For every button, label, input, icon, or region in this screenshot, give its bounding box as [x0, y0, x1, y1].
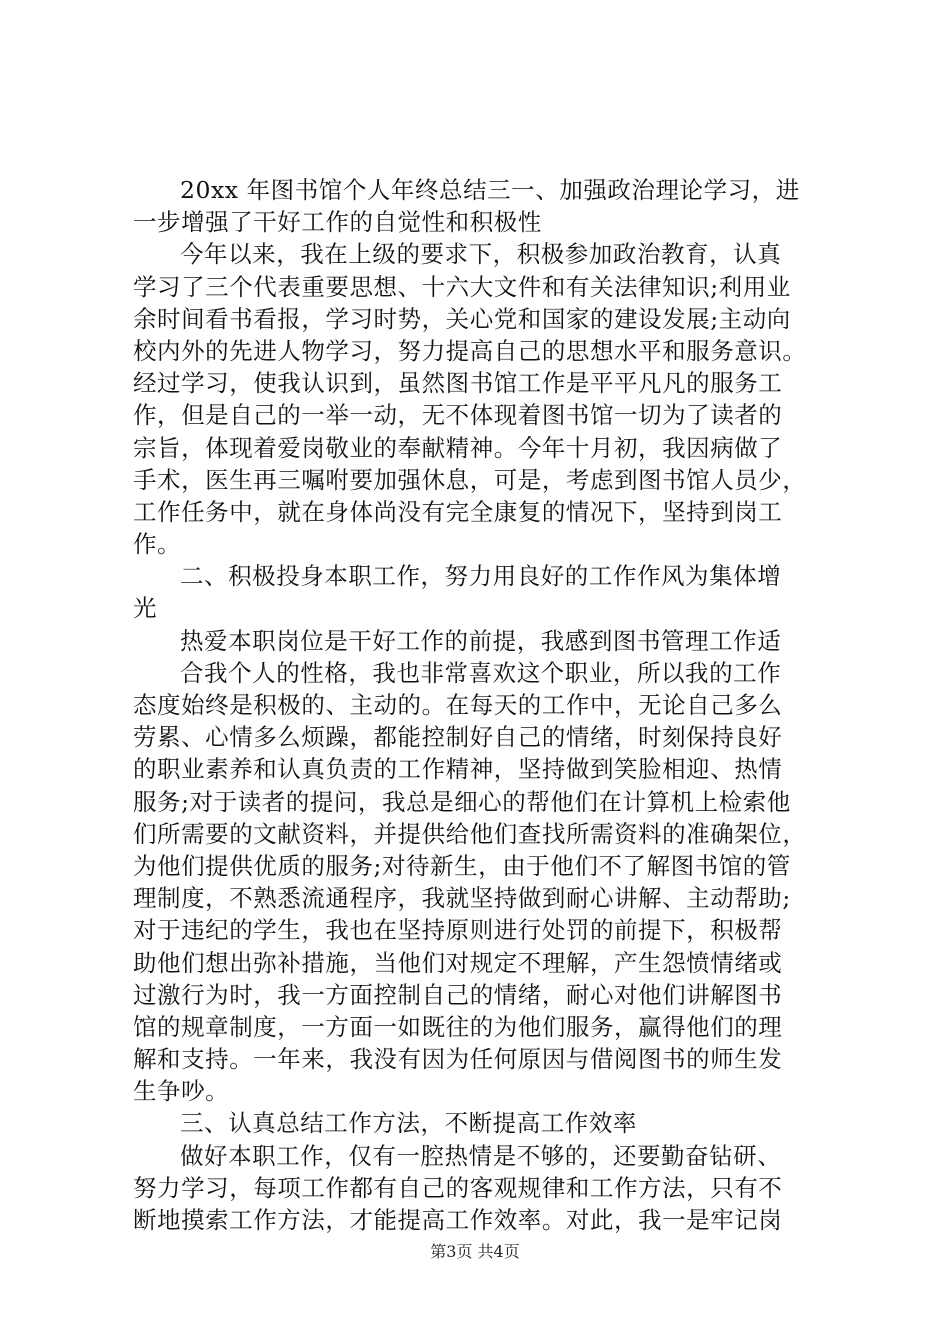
- text-line: 助他们想出弥补措施，当他们对规定不理解，产生怨愤情绪或: [133, 948, 783, 977]
- text-line: 态度始终是积极的、主动的。在每天的工作中，无论自己多么: [133, 691, 783, 719]
- text-line: 学习了三个代表重要思想、十六大文件和有关法律知识;利用业: [133, 272, 791, 301]
- text-line: 的职业素养和认真负责的工作精神，坚持做到笑脸相迎、热情: [133, 755, 783, 784]
- text-line: 做好本职工作，仅有一腔热情是不够的，还要勤奋钻研、: [180, 1141, 782, 1170]
- text-line: 理制度，不熟悉流通程序，我就坚持做到耐心讲解、主动帮助;: [133, 884, 791, 913]
- text-line: 生争吵。: [133, 1077, 230, 1106]
- text-line: 合我个人的性格，我也非常喜欢这个职业，所以我的工作: [180, 658, 782, 687]
- text-line: 对于违纪的学生，我也在坚持原则进行处罚的前提下，积极帮: [133, 916, 783, 945]
- text-line: 热爱本职岗位是干好工作的前提，我感到图书管理工作适: [180, 626, 782, 655]
- text-line: 20xx 年图书馆个人年终总结三一、加强政治理论学习，进: [180, 176, 800, 204]
- text-line: 工作任务中，就在身体尚没有完全康复的情况下，坚持到岗工: [133, 497, 783, 526]
- text-line: 劳累、心情多么烦躁，都能控制好自己的情绪，时刻保持良好: [133, 723, 783, 752]
- text-line: 光: [133, 594, 158, 623]
- text-line: 校内外的先进人物学习，努力提高自己的思想水平和服务意识。: [133, 336, 807, 365]
- text-line: 宗旨，体现着爱岗敬业的奉献精神。今年十月初，我因病做了: [133, 433, 783, 462]
- text-line: 作，但是自己的一举一动，无不体现着图书馆一切为了读者的: [133, 401, 783, 430]
- text-line: 解和支持。一年来，我没有因为任何原因与借阅图书的师生发: [133, 1045, 783, 1074]
- text-line: 努力学习，每项工作都有自己的客观规律和工作方法，只有不: [133, 1173, 783, 1202]
- text-line: 过激行为时，我一方面控制自己的情绪，耐心对他们讲解图书: [133, 980, 783, 1009]
- text-line: 二、积极投身本职工作，努力用良好的工作作风为集体增: [180, 562, 782, 591]
- text-line: 作。: [133, 530, 182, 559]
- text-line: 断地摸索工作方法，才能提高工作效率。对此，我一是牢记岗: [133, 1206, 783, 1234]
- page-number-footer: 第3页 共4页: [430, 1242, 520, 1261]
- text-line: 们所需要的文献资料，并提供给他们查找所需资料的准确架位，: [133, 819, 807, 848]
- text-line: 服务;对于读者的提问，我总是细心的帮他们在计算机上检索他: [133, 787, 791, 816]
- text-line: 三、认真总结工作方法，不断提高工作效率: [180, 1109, 637, 1138]
- text-line: 一步增强了干好工作的自觉性和积极性: [133, 208, 542, 237]
- text-line: 为他们提供优质的服务;对待新生，由于他们不了解图书馆的管: [133, 851, 791, 880]
- document-body: [133, 174, 833, 1236]
- text-line: 余时间看书看报，学习时势，关心党和国家的建设发展;主动向: [133, 304, 791, 333]
- text-line: 今年以来，我在上级的要求下，积极参加政治教育，认真: [180, 240, 782, 269]
- text-line: 馆的规章制度，一方面一如既往的为他们服务，赢得他们的理: [133, 1012, 783, 1041]
- text-line: 手术，医生再三嘱咐要加强休息，可是，考虑到图书馆人员少，: [133, 465, 807, 494]
- text-line: 经过学习，使我认识到，虽然图书馆工作是平平凡凡的服务工: [133, 369, 783, 398]
